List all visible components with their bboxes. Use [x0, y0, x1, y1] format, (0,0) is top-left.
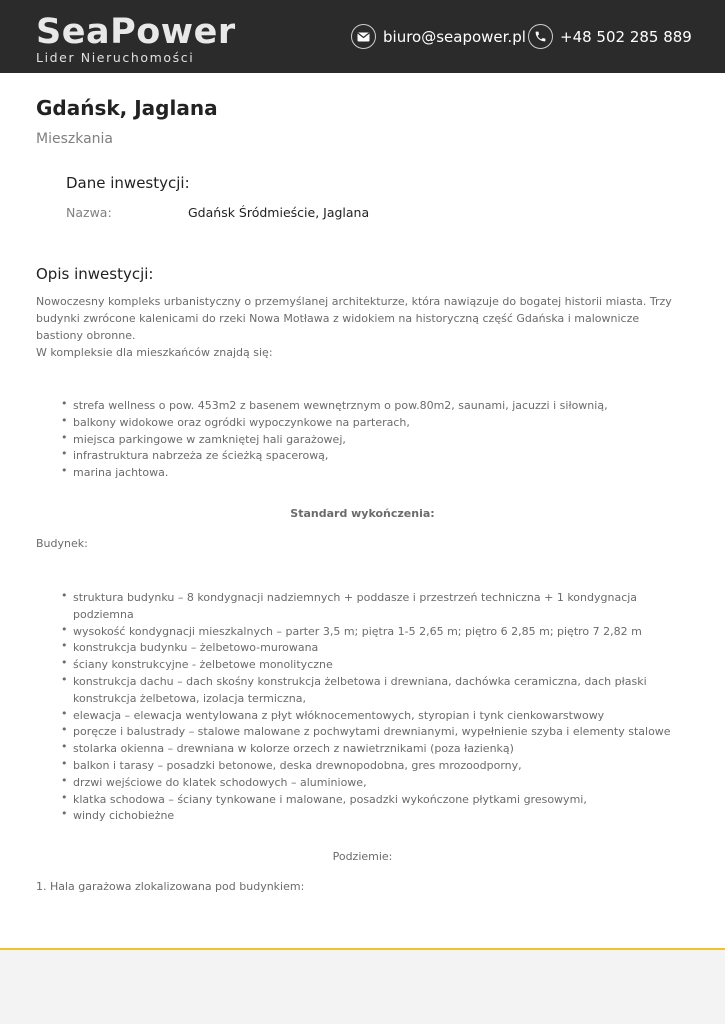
list-item: • stolarka okienna – drewniana w kolorze orzech z nawietrznikami (poza łazienką)	[36, 741, 686, 758]
list-item: • marina jachtowa.	[36, 465, 686, 482]
list-item: • wysokość kondygnacji mieszkalnych – parter 3,5 m; piętra 1-5 2,65 m; piętro 6 2,85 m; piętro 7 2,82 m	[36, 624, 686, 641]
list-item: • miejsca parkingowe w zamkniętej hali garażowej,	[36, 432, 686, 449]
list-item: • balkony widokowe oraz ogródki wypoczynkowe na parterach,	[36, 415, 686, 432]
phone-icon	[528, 24, 553, 49]
list-item: • drzwi wejściowe do klatek schodowych – aluminiowe,	[36, 775, 686, 792]
underground-item: 1. Hala garażowa zlokalizowana pod budynkiem:	[36, 880, 305, 893]
phone-link[interactable]: +48 502 285 889	[560, 27, 692, 46]
email-link[interactable]: biuro@seapower.pl	[383, 27, 526, 46]
list-item: • elewacja – elewacja wentylowana z płyt włóknocementowych, styropian i tynk cienkowarstwowy	[36, 708, 686, 725]
logo-main-text: SeaPower	[36, 12, 236, 52]
site-footer	[0, 950, 725, 1024]
page-subtitle: Mieszkania	[36, 131, 114, 147]
list-item: • balkon i tarasy – posadzki betonowe, deska drewnopodobna, gres mrozoodporny,	[36, 758, 686, 775]
envelope-icon	[351, 24, 376, 49]
list-item: • infrastruktura nabrzeża ze ścieżką spacerową,	[36, 448, 686, 465]
name-label: Nazwa:	[66, 205, 112, 220]
list-item: • klatka schodowa – ściany tynkowane i malowane, posadzki wykończone płytkami gresowymi,	[36, 792, 686, 809]
list-item: • windy cichobieżne	[36, 808, 686, 825]
building-list	[36, 590, 686, 825]
list-item: • strefa wellness o pow. 453m2 z basenem wewnętrznym o pow.80m2, saunami, jacuzzi i siłownią,	[36, 398, 686, 415]
amenities-list	[36, 398, 686, 482]
description-paragraph-2: W kompleksie dla mieszkańców znajdą się:	[36, 346, 273, 359]
site-header	[0, 0, 725, 73]
logo-tagline: Lider Nieruchomości	[36, 50, 195, 65]
page-title: Gdańsk, Jaglana	[36, 96, 218, 120]
description-paragraph-1: Nowoczesny kompleks urbanistyczny o przemyślanej architekturze, która nawiązuje do bogatej historii miasta. Trzy budynki zwrócone kalenicami do rzeki Nowa Motława z widokiem na historyczną część Gdańska i malownicze bastiony obronne.	[36, 295, 672, 342]
name-value: Gdańsk Śródmieście, Jaglana	[188, 205, 370, 220]
contact-phone[interactable]	[528, 24, 692, 49]
description-heading: Opis inwestycji:	[36, 265, 154, 283]
list-item: • poręcze i balustrady – stalowe malowane z pochwytami drewnianymi, wypełnienie szyba i elementy stalowe	[36, 724, 686, 741]
building-label: Budynek:	[36, 537, 88, 550]
list-item: • konstrukcja budynku – żelbetowo-murowana	[36, 640, 686, 657]
standard-heading: Standard wykończenia:	[290, 507, 435, 520]
logo[interactable]	[36, 14, 236, 65]
underground-heading: Podziemie:	[332, 850, 393, 863]
contact-email[interactable]	[351, 24, 526, 49]
list-item: • ściany konstrukcyjne - żelbetowe monolityczne	[36, 657, 686, 674]
list-item: • struktura budynku – 8 kondygnacji nadziemnych + poddasze i przestrzeń techniczna + 1 kondygnacja podziemna	[36, 590, 686, 624]
list-item: • konstrukcja dachu – dach skośny konstrukcja żelbetowa i drewniana, dachówka ceramiczna, dach płaski konstrukcja żelbetowa, izolacja termiczna,	[36, 674, 686, 708]
investment-data-heading: Dane inwestycji:	[66, 174, 190, 192]
description-text	[36, 293, 686, 361]
